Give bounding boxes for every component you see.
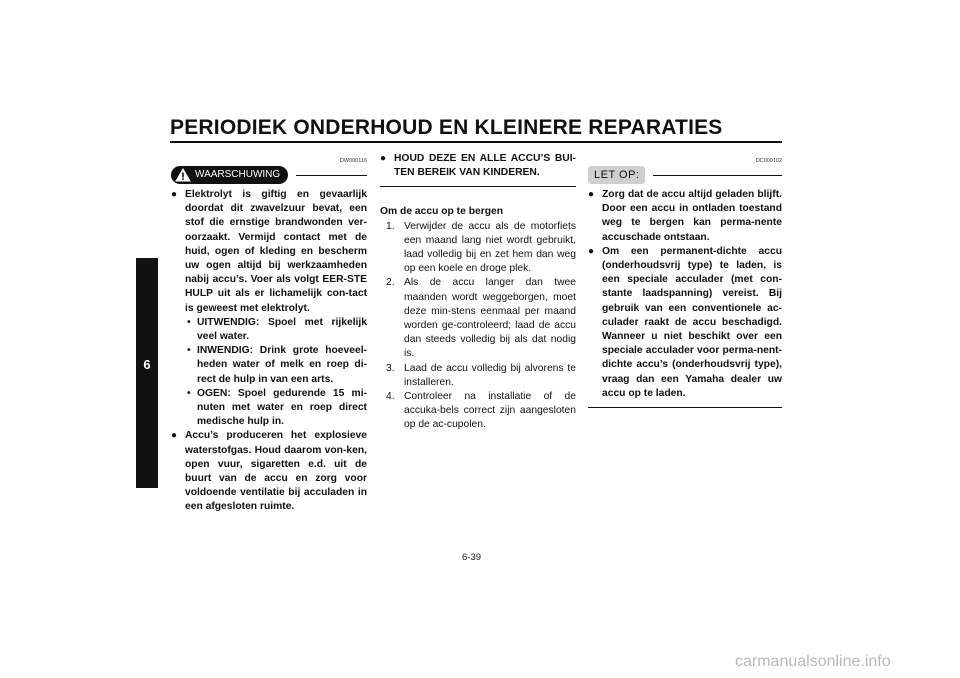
storage-steps	[380, 220, 576, 433]
bullet-dot-icon: ●	[171, 189, 178, 200]
warning-rule	[296, 175, 367, 176]
page-title: PERIODIEK ONDERHOUD EN KLEINERE REPARATIES	[170, 116, 723, 139]
watermark: carmanualsonline.info	[735, 653, 891, 670]
first-aid-item: • INWENDIG: Drink grote hoeveel-heden water of melk en roep di-rect de hulp in van een arts.	[171, 344, 367, 387]
first-aid-item: • UITWENDIG: Spoel met rijkelijk veel water.	[171, 316, 367, 344]
storage-step: 1. Verwijder de accu als de motorfiets een maand lang niet wordt gebruikt, laad volledig bij en zet hem dan weg op een koele en droge plek.	[386, 220, 576, 275]
warning-code-row	[171, 152, 367, 166]
caution-header	[588, 166, 782, 184]
sub-bullet-icon: •	[187, 345, 191, 357]
warning-bullet: ● Accu’s produceren het explosieve waterstofgas. Houd daarom von-ken, open vuur, sigaretten e.d. uit de buurt van de accu en zorg voor voldoende ventilatie bij acculaden in een afgesloten ruimte.	[171, 429, 367, 514]
bullet-dot-icon: ●	[588, 245, 595, 257]
first-aid-item: • OGEN: Spoel gedurende 15 mi-nuten met water en roep direct medische hulp in.	[171, 387, 367, 430]
caution-bullet: ● Zorg dat de accu altijd geladen blijft. Door een accu in ontladen toestand weg te bergen kan perma-nente accuschade ontstaan.	[588, 188, 782, 245]
caution-code-row	[588, 152, 782, 166]
caution-code: DC000102	[755, 158, 782, 164]
warning-badge	[171, 166, 288, 184]
bullet-dot-icon: ●	[171, 430, 178, 442]
warning-code: DW000116	[339, 158, 367, 164]
sub-bullet-icon: •	[187, 316, 191, 328]
warning-label: WAARSCHUWING	[195, 168, 281, 180]
caution-body	[588, 188, 782, 401]
caution-bullet: ● Om een permanent-dichte accu (onderhoudsvrij type) te laden, is een speciale acculader (met con-stante laadspanning) vereist. Bij gebruik van een conventionele ac-culader raakt de accu beschadigd. Wanneer u niet beschikt over een speciale acculader voor perma-nent-dichte accu’s (onderhoudsvrij type), vraag dan een Yamaha dealer uw accu op te laden.	[588, 245, 782, 401]
storage-column	[380, 152, 576, 433]
storage-heading: Om de accu op te bergen	[380, 206, 504, 218]
warning-bullet: ● HOUD DEZE EN ALLE ACCU’S BUI-TEN BEREIK VAN KINDEREN.	[380, 152, 576, 180]
warning-header	[171, 166, 367, 184]
warning-bullet: ● Elektrolyt is giftig en gevaarlijk doordat dit zwavelzuur bevat, een stof die ernstige brandwonden ver-oorzaakt. Vermijd contact met de huid, ogen of kleding en bescherm uw ogen altijd bij werkzaamheden nabij accu’s. Voer als volgt EER-STE HULP uit als er lichamelijk con-tact is geweest met elektrolyt.	[171, 188, 367, 316]
warning-body	[171, 188, 367, 515]
header-divider	[170, 141, 782, 143]
caution-column	[588, 152, 782, 408]
storage-step: 4. Controleer na installatie of de accuka-bels correct zijn aangesloten op de ac-cupolen.	[386, 391, 576, 431]
bullet-dot-icon: ●	[588, 189, 595, 200]
warning-column	[171, 152, 367, 515]
chapter-number: 6	[143, 357, 151, 372]
bullet-dot-icon: ●	[380, 153, 387, 164]
caution-rule	[653, 175, 782, 176]
page-number: 6-39	[462, 552, 482, 563]
warning-continued	[380, 152, 576, 180]
caution-badge: LET OP:	[588, 166, 645, 184]
warning-end-rule	[380, 186, 576, 187]
warning-triangle-icon	[175, 168, 191, 182]
chapter-tab	[136, 258, 158, 488]
caution-end-rule	[588, 407, 782, 408]
storage-step: 2. Als de accu langer dan twee maanden wordt weggeborgen, moet deze min-stens eenmaal per maand worden ge-controleerd; laad de accu dan steeds volledig bij als dat nodig is.	[386, 277, 576, 360]
storage-step: 3. Laad de accu volledig bij alvorens te installeren.	[386, 362, 576, 388]
sub-bullet-icon: •	[187, 387, 191, 399]
